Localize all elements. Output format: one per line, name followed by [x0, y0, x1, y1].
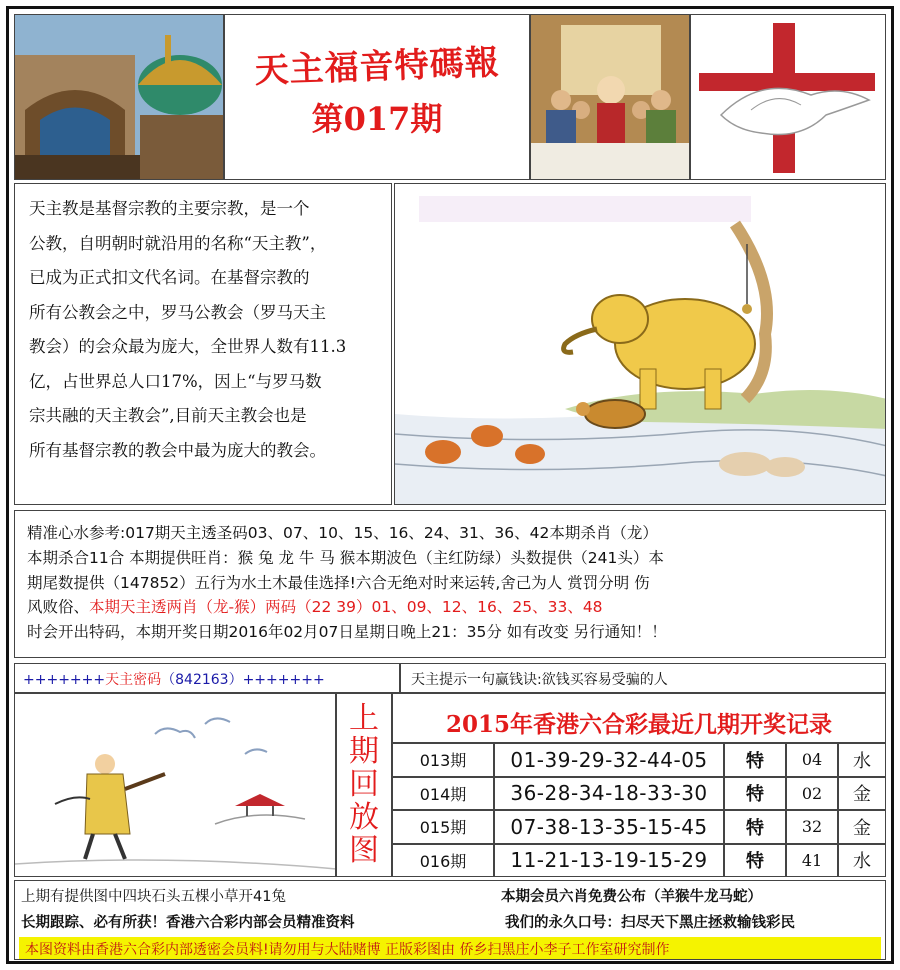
special-label-cell: 特 — [724, 743, 786, 777]
special-number-cell: 41 — [786, 844, 838, 878]
header-title-box — [224, 14, 530, 180]
footer-last-issue-note: 上期有提供图中四块石头五棵小草开41兔 — [21, 889, 286, 905]
info-line: 期尾数提供（147852）五行为水土木最佳选择!六合无绝对时来运转,舍己为人 赏罚分明 伤 — [27, 573, 650, 592]
numbers-cell: 36-28-34-18-33-30 — [494, 777, 724, 811]
issue-cell: 015期 — [392, 810, 494, 844]
info-line-prefix: 风败俗、 — [27, 598, 90, 617]
issue-cell: 016期 — [392, 844, 494, 878]
intro-line: 天主教是基督宗教的主要宗教，是一个 — [29, 199, 310, 218]
special-number-cell: 04 — [786, 743, 838, 777]
cathedral-photo — [14, 14, 224, 180]
records-title: 2015年香港六合彩最近几期开奖记录 — [392, 693, 886, 743]
intro-text-box — [14, 183, 392, 505]
issue-cell: 013期 — [392, 743, 494, 777]
last-supper-painting — [530, 14, 690, 180]
intro-line: 已成为正式扣文代名词。在基督宗教的 — [29, 268, 310, 287]
footer-disclaimer-banner: 本图资料由香港六合彩内部透密会员料!请勿用与大陆赌博 正版彩图由 侨乡扫黑庄小李子工作室研究制作 — [19, 937, 881, 959]
footer-box — [14, 880, 886, 960]
table-row — [392, 810, 886, 844]
special-number-cell: 02 — [786, 777, 838, 811]
review-char: 放 — [349, 800, 379, 835]
review-char: 期 — [349, 734, 379, 769]
special-label-cell: 特 — [724, 777, 786, 811]
numbers-cell: 11-21-13-19-15-29 — [494, 844, 724, 878]
info-line — [27, 595, 873, 620]
footer-slogan: 我们的永久口号：扫尽天下黑庄拯救输钱彩民 — [505, 915, 795, 931]
highlight-prediction: 本期天主透两肖（龙-猴）两码（22 39）01、09、12、16、25、33、48 — [89, 598, 603, 617]
intro-line: 亿，占世界总人口17%，因上“与罗马数 — [29, 371, 322, 391]
footer-member-zodiac: 本期会员六肖免费公布（羊猴牛龙马蛇） — [501, 889, 762, 905]
intro-line: 公教，自明朝时就沿用的名称“天主教”， — [29, 233, 327, 253]
elephant-turtle-cartoon — [394, 183, 886, 505]
secret-prefix: +++++++ — [23, 672, 106, 688]
info-line: 精准心水参考:017期天主透圣码03、07、10、15、16、24、31、36、42本期杀肖（龙） — [27, 524, 658, 542]
info-line: 时会开出特码，本期开奖日期2016年02月07日星期日晚上21：35分 如有改变 另行通知！！ — [27, 623, 667, 642]
special-label-cell: 特 — [724, 844, 786, 878]
issue-number: 第017期 — [311, 100, 443, 138]
intro-line: 所有公教会之中，罗马公教会（罗马天主 — [29, 302, 326, 322]
element-cell: 金 — [838, 810, 886, 844]
element-cell: 金 — [838, 777, 886, 811]
table-row — [392, 844, 886, 878]
last-issue-review-label — [336, 693, 392, 877]
table-row — [392, 743, 886, 777]
secret-suffix: +++++++ — [242, 672, 325, 688]
element-cell: 水 — [838, 743, 886, 777]
intro-line: 所有基督宗教的教会中最为庞大的教会。 — [29, 440, 326, 460]
issue-cell: 014期 — [392, 777, 494, 811]
intro-line: 教会）的会众最为庞大，全世界人数有11.3 — [29, 337, 347, 356]
footer-tracking-note: 长期跟踪、必有所获！香港六合彩内部会员精准资料 — [21, 915, 355, 931]
cross-dove-logo — [690, 14, 886, 180]
special-number-cell: 32 — [786, 810, 838, 844]
review-char: 上 — [349, 701, 379, 736]
walking-man-illustration — [14, 693, 336, 877]
info-line: 本期杀合11合 本期提供旺肖：猴 兔 龙 牛 马 猴本期波色（主红防绿）头数提供（241头）本 — [27, 548, 664, 567]
page-title: 天主福音特碼報 — [253, 42, 501, 92]
element-cell: 水 — [838, 844, 886, 878]
records-table — [392, 743, 886, 877]
info-box — [14, 510, 886, 658]
numbers-cell: 07-38-13-35-15-45 — [494, 810, 724, 844]
review-char: 图 — [349, 833, 379, 868]
tip-box: 天主提示一句赢钱诀:欲钱买容易受骗的人 — [400, 663, 886, 693]
table-row — [392, 777, 886, 811]
review-char: 回 — [349, 767, 379, 802]
intro-line: 宗共融的天主教会”,目前天主教会也是 — [29, 406, 307, 425]
secret-code: （842163） — [161, 672, 243, 688]
numbers-cell: 01-39-29-32-44-05 — [494, 743, 724, 777]
secret-label: 天主密码 — [105, 672, 162, 688]
special-label-cell: 特 — [724, 810, 786, 844]
secret-code-box — [14, 663, 400, 693]
